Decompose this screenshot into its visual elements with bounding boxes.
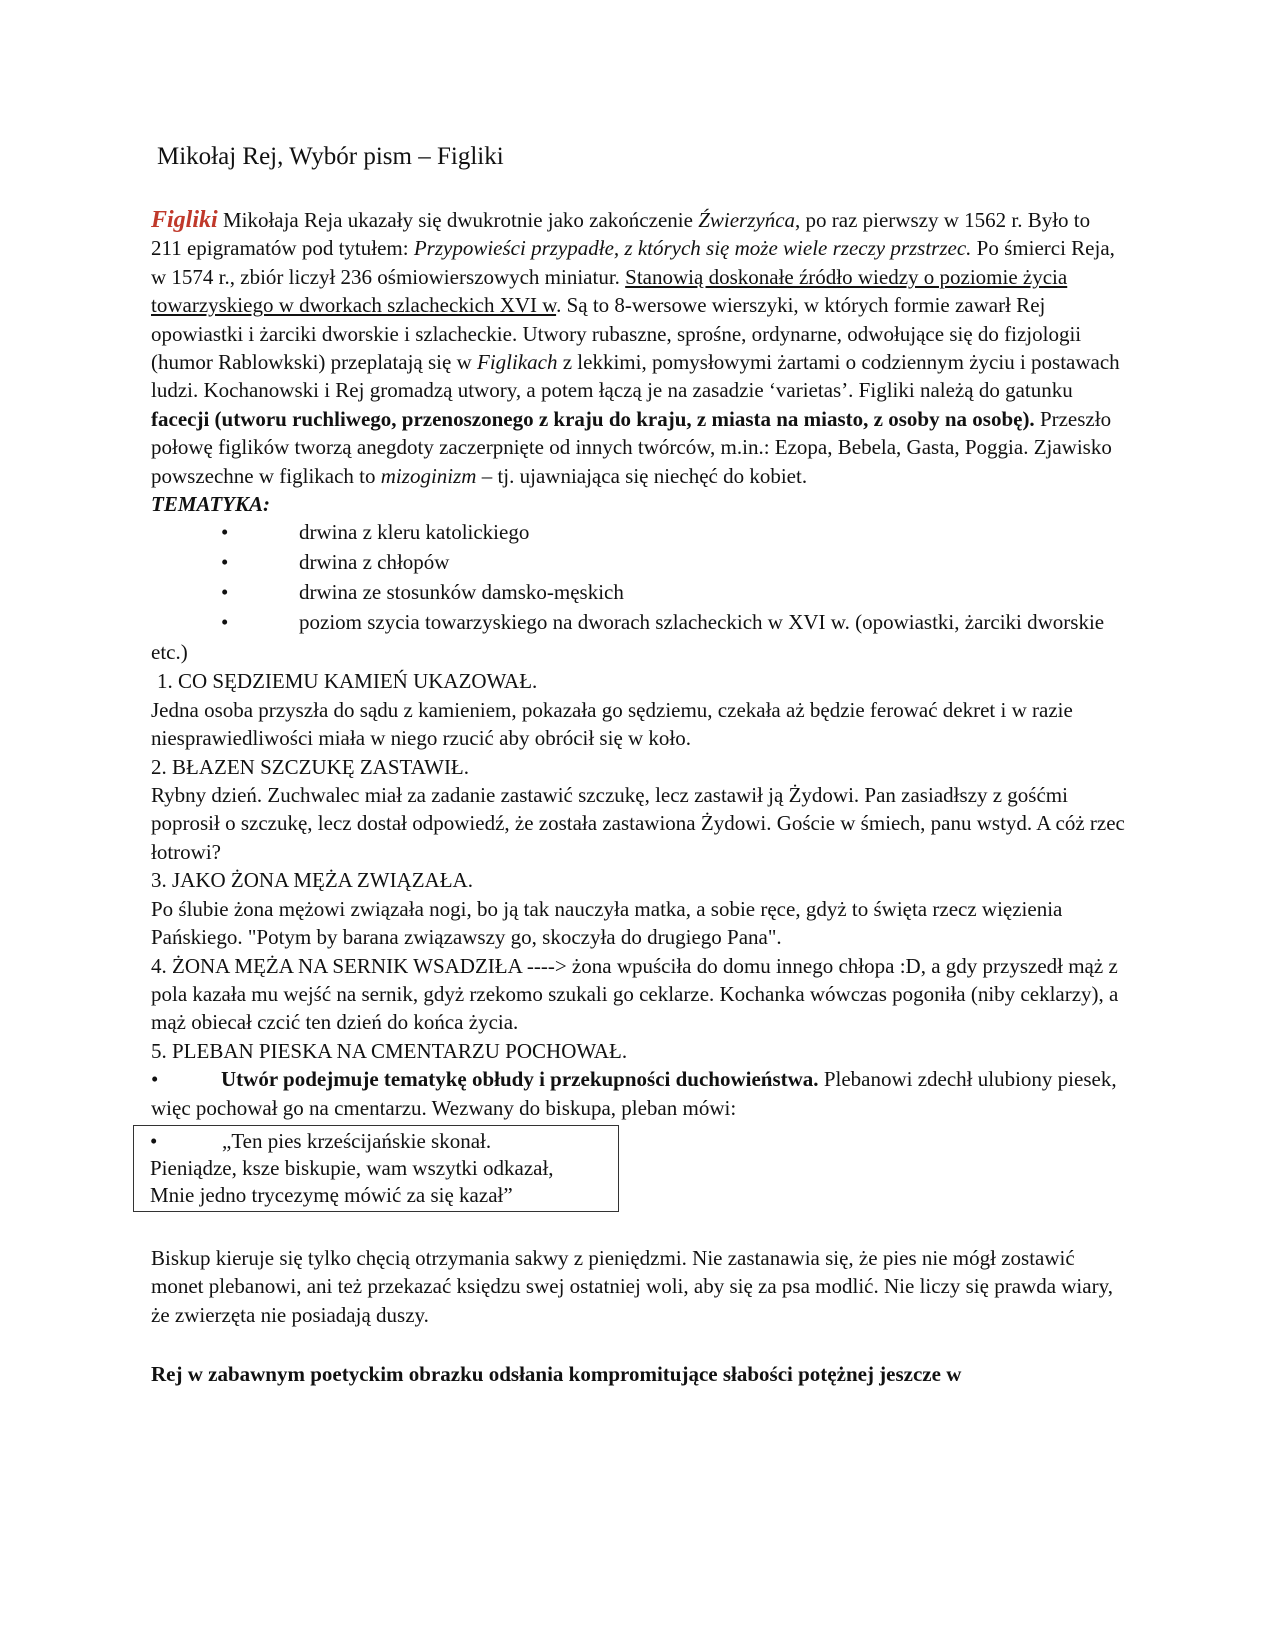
intro-text-7: – tj. ujawniająca się niechęć do kobiet. bbox=[476, 463, 808, 488]
document-body bbox=[151, 142, 1126, 1409]
document-title: Mikołaj Rej, Wybór pism – Figliki bbox=[157, 143, 504, 170]
quote-line: Mnie jedno trycezymę mówić za się kazał” bbox=[150, 1182, 513, 1207]
commentary-paragraph: Biskup kieruje się tylko chęcią otrzymania sakwy z pieniędzmi. Nie zastanawia się, że pies nie mógł zostawić monet plebanowi, ani też przekazać księdzu swej ostatniej woli, aby się za psa modlić. Nie liczy się prawda wiary, że zwierzęta nie posiadają duszy. bbox=[151, 1245, 1113, 1327]
section-5-bold: Utwór podejmuje tematykę obłudy i przekupności duchowieństwa. bbox=[221, 1067, 819, 1092]
intro-underlined: Stanowią doskonałe źródło wiedzy o poziomie życia towarzyskiego w dworkach szlacheckich XVI w bbox=[151, 264, 1068, 318]
intro-italic-3: Figlikach bbox=[477, 350, 558, 375]
section-4-heading: 4. ŻONA MĘŻA NA SERNIK WSADZIŁA ----> żona wpuściła do domu innego chłopa :D, a gdy przyszedł mąż z pola kazała mu wejść na sernik, gdyż rzekomo szukali go ceklarze. Kochanka wówczas pogoniła (niby ceklarzy), a mąż obiecał czcić ten dzień do końca życia. bbox=[151, 953, 1119, 1035]
section-3-heading: 3. JAKO ŻONA MĘŻA ZWIĄZAŁA. bbox=[151, 868, 473, 893]
list-item: • poziom szycia towarzyskiego na dworach szlacheckich w XVI w. (opowiastki, żarciki dworskie etc.) bbox=[151, 609, 1105, 664]
section-2-text: Rybny dzień. Zuchwalec miał za zadanie zastawić szczukę, lecz zastawił ją Żydowi. Pan zasiadłszy z gośćmi poprosił o szczukę, lecz dostał odpowiedź, że została zastawiona Żydowi. Goście w śmiech, panu wstyd. A cóż rzec łotrowi? bbox=[151, 783, 1125, 864]
intro-italic-1: Źwierzyńca bbox=[698, 208, 796, 232]
section-5-heading: 5. PLEBAN PIESKA NA CMENTARZU POCHOWAŁ. bbox=[151, 1038, 628, 1063]
list-item: • drwina z chłopów bbox=[151, 548, 1126, 578]
intro-text-3: Po śmierci Reja, w 1574 r., zbiór liczył 236 ośmiowierszowych miniatur. bbox=[151, 236, 1115, 289]
intro-text-2: , po raz pierwszy w 1562 r. Było to 211 epigramatów pod tytułem: bbox=[151, 208, 1091, 261]
intro-text-5: z lekkimi, pomysłowymi żartami o codziennym życiu i postawach ludzi. Kochanowski i Rej gromadzą utwory, a potem łączą je na zasadzie ‘varietas’. Figliki należą do gatunku bbox=[151, 350, 1120, 403]
quote-line: Pieniądze, ksze biskupie, wam wszytki odkazał, bbox=[150, 1155, 554, 1180]
bullet-icon: • bbox=[221, 520, 229, 545]
figliki-lead-word: Figliki bbox=[151, 207, 218, 233]
intro-text-4: . Są to 8-wersowe wierszyki, w których formie zawarł Rej opowiastki i żarciki dworskie i szlacheckie. Utwory rubaszne, sprośne, ordynarne, odwołujące się do fizjologii (humor Rablowkski) przeplatają się w bbox=[151, 293, 1082, 375]
intro-text-6: Przeszło połowę figlików tworzą anegdoty zaczerpnięte od innych twórców, m.in.: Ezopa, Bebela, Gasta, Poggia. Zjawisko powszechne w figlikach to bbox=[151, 406, 1112, 488]
intro-paragraph bbox=[151, 206, 1126, 490]
bullet-icon: • bbox=[151, 1067, 159, 1092]
section-3-text: Po ślubie żona mężowi związała nogi, bo ją tak nauczyła matka, a sobie ręce, gdyż to święta rzecz więzienia Pańskiego. "Potym by barana związawszy go, skoczyła do drugiego Pana". bbox=[151, 896, 1063, 950]
intro-text-1: Mikołaja Reja ukazały się dwukrotnie jako zakończenie bbox=[217, 208, 699, 232]
final-bold-line: Rej w zabawnym poetyckim obrazku odsłania kompromitujące słabości potężnej jeszcze w bbox=[151, 1362, 962, 1387]
tematyka-heading: TEMATYKA: bbox=[151, 492, 271, 517]
list-item: • drwina ze stosunków damsko-męskich bbox=[151, 578, 1126, 608]
section-2-heading: 2. BŁAZEN SZCZUKĘ ZASTAWIŁ. bbox=[151, 754, 470, 779]
bullet-icon: • bbox=[221, 580, 229, 605]
section-1-text: Jedna osoba przyszła do sądu z kamieniem, pokazała go sędziemu, czekała aż będzie ferować dekret i w razie niesprawiedliwości miała w niego rzucić aby obrócił się w koło. bbox=[151, 697, 1073, 751]
intro-italic-2: Przypowieści przypadłe, z których się może wiele rzeczy przstrzec. bbox=[413, 236, 972, 261]
section-5-paragraph bbox=[151, 1065, 1126, 1122]
quote-box bbox=[133, 1125, 619, 1212]
bullet-icon: • bbox=[221, 550, 229, 575]
bullet-icon: • bbox=[150, 1128, 158, 1153]
section-1-heading: 1. CO SĘDZIEMU KAMIEŃ UKAZOWAŁ. bbox=[157, 669, 538, 694]
intro-italic-4: mizoginizm bbox=[380, 463, 477, 488]
bullet-icon: • bbox=[221, 609, 229, 634]
section-5-rest: Plebanowi zdechł ulubiony piesek, więc pochował go na cmentarzu. Wezwany do biskupa, pleban mówi: bbox=[151, 1067, 1117, 1120]
quote-line: • „Ten pies krześcijańskie skonał. bbox=[150, 1128, 492, 1153]
intro-bold: facecji (utworu ruchliwego, przenoszonego z kraju do kraju, z miasta na miasto, z osoby na osobę). bbox=[151, 406, 1035, 431]
topics-list bbox=[151, 518, 1126, 667]
list-item: • drwina z kleru katolickiego bbox=[151, 518, 1126, 548]
